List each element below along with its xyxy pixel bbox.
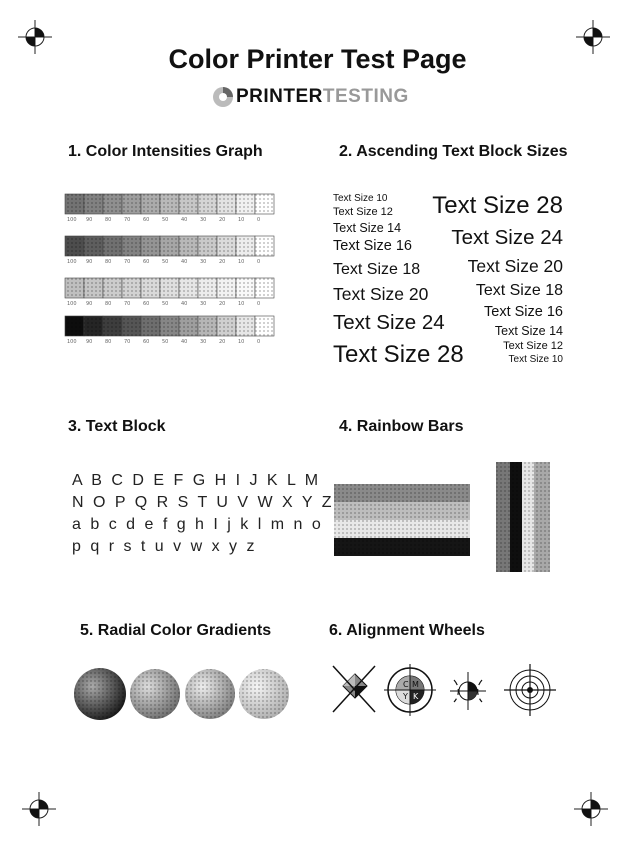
text-size-left-20: Text Size 20 xyxy=(333,284,429,304)
intensity-label: 0 xyxy=(257,339,261,345)
text-size-right-10: Text Size 10 xyxy=(508,354,563,365)
alignment-wheels xyxy=(330,662,558,722)
intensity-label: 60 xyxy=(143,301,150,307)
intensity-label: 70 xyxy=(124,259,131,265)
text-size-right-12: Text Size 12 xyxy=(503,340,563,352)
intensity-label: 50 xyxy=(162,217,169,223)
intensity-label: 90 xyxy=(86,301,93,307)
intensity-label: 70 xyxy=(124,301,131,307)
intensity-label: 20 xyxy=(219,301,226,307)
intensity-label: 20 xyxy=(219,259,226,265)
section-heading-alignment-wheels: 6. Alignment Wheels xyxy=(329,622,485,639)
intensity-label: 100 xyxy=(67,259,77,265)
intensity-label: 30 xyxy=(200,217,207,223)
alignment-wheel-target-icon xyxy=(504,664,556,716)
intensity-label: 100 xyxy=(67,217,77,223)
printer-logo-icon xyxy=(212,86,234,108)
intensity-label: 50 xyxy=(162,339,169,345)
text-size-left-28: Text Size 28 xyxy=(333,341,464,368)
intensity-label: 40 xyxy=(181,217,188,223)
color-intensities-graph xyxy=(63,190,275,350)
alphabet-text-block xyxy=(72,470,334,558)
intensity-label: 50 xyxy=(162,259,169,265)
text-size-left-14: Text Size 14 xyxy=(333,221,402,235)
alignment-wheel-diamond-icon xyxy=(333,666,375,712)
logo-text-part1: PRINTER xyxy=(236,86,323,107)
rainbow-bars-horizontal xyxy=(334,484,470,556)
radial-gradients xyxy=(70,664,300,724)
section-heading-text-sizes: 2. Ascending Text Block Sizes xyxy=(339,143,568,160)
text-size-left-16: Text Size 16 xyxy=(333,238,412,254)
intensity-label: 100 xyxy=(67,301,77,307)
text-size-right-14: Text Size 14 xyxy=(494,324,563,338)
brand-logo xyxy=(212,84,432,112)
section-heading-radial-gradients: 5. Radial Color Gradients xyxy=(80,622,272,639)
intensity-label: 80 xyxy=(105,217,112,223)
intensity-label: 30 xyxy=(200,339,207,345)
text-block-line: A B C D E F G H I J K L M xyxy=(72,472,321,489)
intensity-label: 10 xyxy=(238,301,245,307)
intensity-label: 0 xyxy=(257,217,261,223)
intensity-label: 10 xyxy=(238,259,245,265)
text-size-left-12: Text Size 12 xyxy=(333,206,393,218)
text-block-line: a b c d e f g h I j k l m n o xyxy=(72,516,324,533)
section-heading-rainbow-bars: 4. Rainbow Bars xyxy=(339,418,464,435)
intensity-label: 20 xyxy=(219,217,226,223)
intensity-label: 60 xyxy=(143,217,150,223)
intensity-label: 70 xyxy=(124,339,131,345)
logo-text xyxy=(236,86,409,108)
wheel-label-m: M xyxy=(412,680,419,689)
text-size-left-18: Text Size 18 xyxy=(333,261,421,278)
text-block-line: p q r s t u v w x y z xyxy=(72,538,257,555)
text-size-right-24: Text Size 24 xyxy=(451,226,563,249)
intensity-label: 30 xyxy=(200,259,207,265)
wheel-label-y: Y xyxy=(403,692,408,701)
intensity-label: 90 xyxy=(86,259,93,265)
intensity-label: 40 xyxy=(181,339,188,345)
intensity-label: 40 xyxy=(181,301,188,307)
text-block-line: N O P Q R S T U V W X Y Z xyxy=(72,494,334,511)
intensity-label: 50 xyxy=(162,301,169,307)
text-size-right-28: Text Size 28 xyxy=(432,192,563,219)
page-title: Color Printer Test Page xyxy=(168,44,467,74)
text-size-right-20: Text Size 20 xyxy=(467,256,563,276)
intensity-label: 60 xyxy=(143,259,150,265)
intensity-label: 30 xyxy=(200,301,207,307)
intensity-label: 10 xyxy=(238,339,245,345)
alignment-wheel-crosshair-icon xyxy=(450,672,486,710)
intensity-label: 0 xyxy=(257,259,261,265)
intensity-label: 100 xyxy=(67,339,77,345)
text-size-left-24: Text Size 24 xyxy=(333,311,445,334)
intensity-label: 80 xyxy=(105,259,112,265)
logo-text-part2: TESTING xyxy=(322,86,409,107)
intensity-label: 0 xyxy=(257,301,261,307)
intensity-label: 20 xyxy=(219,339,226,345)
section-heading-color-intensities: 1. Color Intensities Graph xyxy=(68,143,263,160)
wheel-label-c: C xyxy=(403,680,409,689)
text-size-block xyxy=(333,192,573,372)
section-heading-text-block: 3. Text Block xyxy=(68,418,166,435)
registration-mark-icon xyxy=(574,792,608,826)
intensity-label: 60 xyxy=(143,339,150,345)
intensity-label: 40 xyxy=(181,259,188,265)
intensity-label: 70 xyxy=(124,217,131,223)
intensity-label: 80 xyxy=(105,339,112,345)
intensity-label: 90 xyxy=(86,217,93,223)
wheel-label-k: K xyxy=(413,692,419,701)
text-size-right-16: Text Size 16 xyxy=(484,304,563,320)
rainbow-bars-vertical xyxy=(496,462,550,572)
text-size-left-10: Text Size 10 xyxy=(333,193,388,204)
intensity-label: 80 xyxy=(105,301,112,307)
intensity-label: 10 xyxy=(238,217,245,223)
intensity-label: 90 xyxy=(86,339,93,345)
alignment-wheel-cmyk-icon xyxy=(384,664,436,716)
text-size-right-18: Text Size 18 xyxy=(475,282,563,299)
registration-mark-icon xyxy=(22,792,56,826)
